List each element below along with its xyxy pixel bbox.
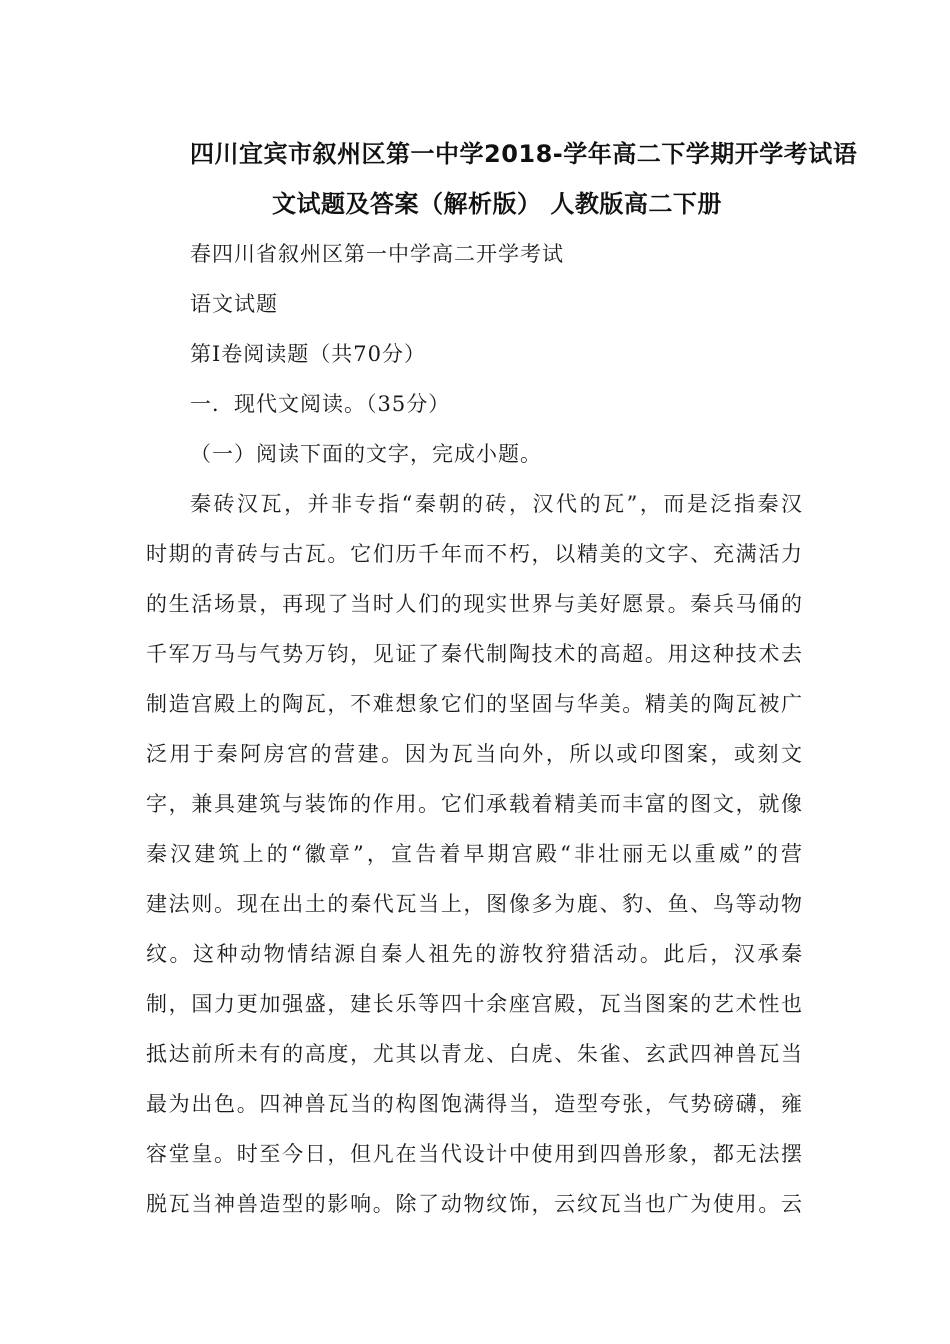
paragraph-line: 最为出色。四神兽瓦当的构图饱满得当，造型夸张，气势磅礴，雍 bbox=[146, 1092, 802, 1116]
document-title-line-2: 文试题及答案（解析版） 人教版高二下册 bbox=[272, 190, 722, 218]
paragraph-line: 制，国力更加强盛，建长乐等四十余座宫殿，瓦当图案的艺术性也 bbox=[146, 992, 802, 1016]
paragraph-line: 时期的青砖与古瓦。它们历千年而不朽，以精美的文字、充满活力 bbox=[146, 542, 802, 566]
paragraph-line: 纹。这种动物情结源自秦人祖先的游牧狩猎活动。此后，汉承秦 bbox=[146, 942, 802, 966]
paragraph-line: 泛用于秦阿房宫的营建。因为瓦当向外，所以或印图案，或刻文 bbox=[146, 742, 802, 766]
section-heading: 第Ⅰ卷阅读题（共70分） bbox=[190, 342, 427, 366]
paragraph-line: 千军万马与气势万钧，见证了秦代制陶技术的高超。用这种技术去 bbox=[146, 642, 802, 666]
paragraph-line: 秦砖汉瓦，并非专指“秦朝的砖，汉代的瓦”，而是泛指秦汉 bbox=[190, 492, 802, 516]
instruction-line: （一）阅读下面的文字，完成小题。 bbox=[190, 442, 542, 466]
document-title-line-1: 四川宜宾市叙州区第一中学2018-学年高二下学期开学考试语 bbox=[190, 140, 858, 168]
subject-title: 语文试题 bbox=[190, 292, 278, 316]
paragraph-line: 字，兼具建筑与装饰的作用。它们承载着精美而丰富的图文，就像 bbox=[146, 792, 802, 816]
paragraph-line: 制造宫殿上的陶瓦，不难想象它们的坚固与华美。精美的陶瓦被广 bbox=[146, 692, 802, 716]
paragraph-line: 建法则。现在出土的秦代瓦当上，图像多为鹿、豹、鱼、鸟等动物 bbox=[146, 892, 802, 916]
part-heading: 一．现代文阅读。（35分） bbox=[190, 392, 451, 416]
paragraph-line: 脱瓦当神兽造型的影响。除了动物纹饰，云纹瓦当也广为使用。云 bbox=[146, 1192, 802, 1216]
paragraph-line: 容堂皇。时至今日，但凡在当代设计中使用到四兽形象，都无法摆 bbox=[146, 1142, 802, 1166]
paragraph-line: 的生活场景，再现了当时人们的现实世界与美好愿景。秦兵马俑的 bbox=[146, 592, 802, 616]
paragraph-line: 抵达前所未有的高度，尤其以青龙、白虎、朱雀、玄武四神兽瓦当 bbox=[146, 1042, 802, 1066]
paragraph-line: 秦汉建筑上的“徽章”，宣告着早期宫殿“非壮丽无以重威”的营 bbox=[146, 842, 802, 866]
exam-name: 春四川省叙州区第一中学高二开学考试 bbox=[190, 242, 564, 266]
